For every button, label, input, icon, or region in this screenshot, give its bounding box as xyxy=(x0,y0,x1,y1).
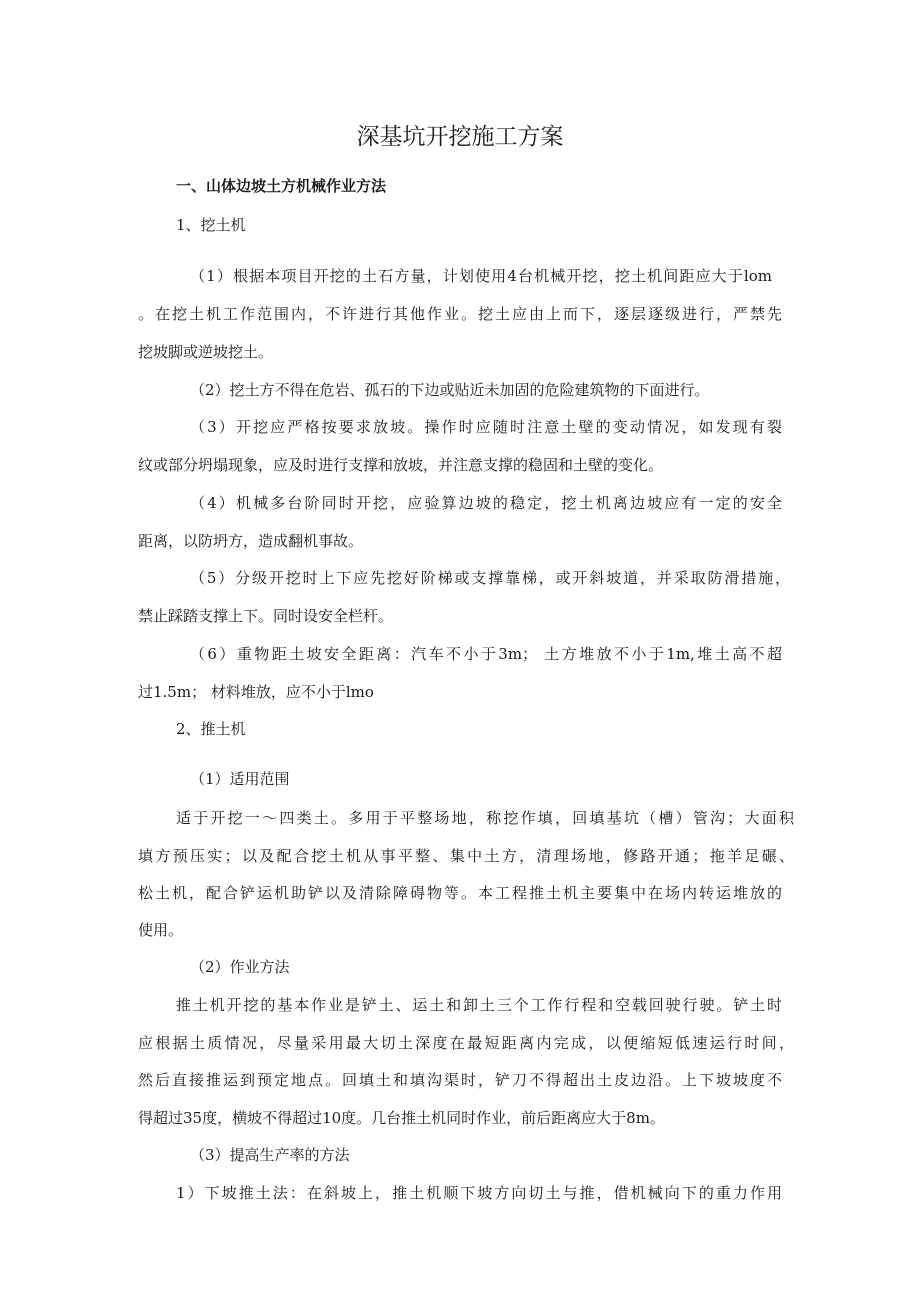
paragraph-line: 填方预压实；以及配合挖土机从事平整、集中土方，清理场地，修路开通；拖羊足碾、 xyxy=(138,847,794,865)
paragraph-line: 应根据土质情况，尽量采用最大切土深度在最短距离内完成，以便缩短低速运行时间， xyxy=(138,1034,794,1052)
paragraph-line: 挖坡脚或逆坡挖土。 xyxy=(138,343,274,361)
paragraph-line: 然后直接推运到预定地点。回填土和填沟渠时，铲刀不得超出土皮边沿。上下坡坡度不 xyxy=(138,1071,782,1089)
paragraph-line: （2）挖土方不得在危岩、孤石的下边或贴近未加固的危险建筑物的下面进行。 xyxy=(190,381,710,399)
paragraph-line: 得超过35度，横坡不得超过10度。几台推土机同时作业，前后距离应大于8m。 xyxy=(138,1109,665,1127)
paragraph-line: 。在挖土机工作范围内，不许进行其他作业。挖土应由上而下，逐层逐级进行，严禁先 xyxy=(138,305,782,323)
paragraph-line: 松土机，配合铲运机助铲以及清除障碍物等。本工程推土机主要集中在场内转运堆放的 xyxy=(138,884,782,902)
paragraph-line: 距离，以防坍方，造成翻机事故。 xyxy=(138,532,364,550)
paragraph-line: 过1.5m； 材料堆放，应不小于lmo xyxy=(138,683,374,701)
paragraph-line: （4）机械多台阶同时开挖，应验算边坡的稳定，挖土机离边坡应有一定的安全 xyxy=(190,494,782,512)
paragraph-line: （5）分级开挖时上下应先挖好阶梯或支撑靠梯，或开斜坡道，并采取防滑措施， xyxy=(190,569,790,587)
page-title: 深基坑开挖施工方案 xyxy=(356,124,564,150)
item-heading: （1）适用范围 xyxy=(190,770,290,788)
item-heading: （3）提高生产率的方法 xyxy=(190,1146,350,1164)
paragraph-line: （6）重物距土坡安全距离：汽车不小于3m； 土方堆放不小于1m,堆土高不超 xyxy=(190,645,782,663)
paragraph-line: 1）下坡推土法：在斜坡上，推土机顺下坡方向切土与推，借机械向下的重力作用 xyxy=(176,1184,782,1202)
paragraph-line: 适于开挖一～四类土。多用于平整场地，称挖作填，回填基坑（槽）管沟；大面积 xyxy=(176,809,794,827)
section-heading: 一、山体边坡土方机械作业方法 xyxy=(176,177,387,195)
paragraph-line: （1）根据本项目开挖的土石方量，计划使用4台机械开挖，挖土机间距应大于lom xyxy=(190,267,772,285)
subsection-heading-excavator: 1、挖土机 xyxy=(176,216,246,234)
paragraph-line: 推土机开挖的基本作业是铲土、运土和卸土三个工作行程和空载回驶行驶。铲土时 xyxy=(176,996,782,1014)
item-heading: （2）作业方法 xyxy=(190,958,290,976)
paragraph-line: 使用。 xyxy=(138,921,184,939)
paragraph-line: （3）开挖应严格按要求放坡。操作时应随时注意土壁的变动情况，如发现有裂 xyxy=(190,418,782,436)
paragraph-line: 禁止踩踏支撑上下。同时设安全栏杆。 xyxy=(138,607,394,625)
subsection-heading-bulldozer: 2、推土机 xyxy=(176,720,246,738)
paragraph-line: 纹或部分坍塌现象，应及时进行支撑和放坡，并注意支撑的稳固和土壁的变化。 xyxy=(138,456,664,474)
